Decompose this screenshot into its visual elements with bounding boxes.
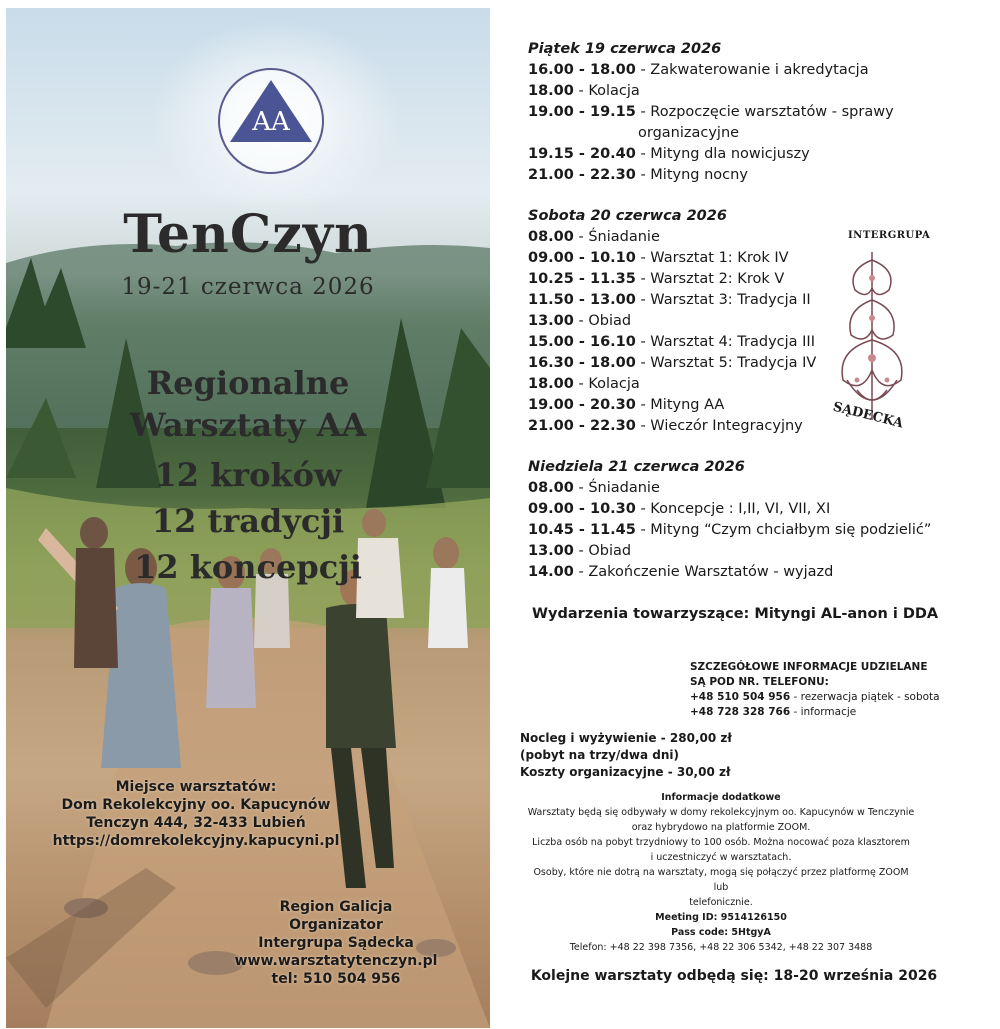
schedule-activity: Mityng dla nowicjuszy <box>650 146 810 162</box>
contact-info <box>690 660 940 720</box>
organizer-name: Intergrupa Sądecka <box>258 935 414 951</box>
organizer-url[interactable]: www.warsztatytenczyn.pl <box>234 953 438 969</box>
time-separator: - <box>635 250 651 266</box>
time-separator: - <box>573 229 589 245</box>
poster-line-4: 12 tradycji <box>151 502 345 540</box>
time-separator: - <box>573 480 589 496</box>
poster-panel <box>6 8 490 1028</box>
schedule-row <box>528 104 894 120</box>
poster-line-2: Warsztaty AA <box>129 406 367 444</box>
schedule-row <box>528 146 810 162</box>
zoom-meeting-id: Meeting ID: 9514126150 <box>655 912 787 923</box>
organizer-info <box>216 898 456 988</box>
poster-line-5: 12 koncepcji <box>134 548 362 586</box>
saturday-title: Sobota 20 czerwca 2026 <box>528 208 727 224</box>
friday-title: Piątek 19 czerwca 2026 <box>528 41 722 57</box>
time-separator: - <box>635 104 651 120</box>
schedule-activity: Mityng nocny <box>650 167 748 183</box>
schedule-activity: Kolacja <box>588 83 640 99</box>
schedule-row <box>528 167 748 183</box>
schedule-activity: Mityng “Czym chciałbym się podzielić” <box>650 522 932 538</box>
schedule-time: 19.00 - 20.30 <box>528 397 636 413</box>
schedule-activity: Obiad <box>588 543 632 559</box>
schedule-activity: Warsztat 4: Tradycja III <box>650 334 815 350</box>
schedule-row <box>528 271 784 287</box>
schedule-time: 21.00 - 22.30 <box>528 167 636 183</box>
time-separator: - <box>635 146 651 162</box>
time-separator: - <box>573 564 589 580</box>
phone-2-note: - informacje <box>793 706 857 718</box>
schedule-time: 09.00 - 10.30 <box>528 501 636 517</box>
schedule-time: 16.00 - 18.00 <box>528 62 636 78</box>
schedule-activity: Śniadanie <box>588 229 660 245</box>
venue-info <box>46 778 346 850</box>
venue-name: Dom Rekolekcyjny oo. Kapucynów <box>61 797 331 813</box>
organizer-label: Organizator <box>289 917 383 933</box>
schedule-row <box>528 334 815 350</box>
phone-2[interactable]: +48 728 328 766 <box>690 706 791 718</box>
schedule-activity: Warsztat 5: Tradycja IV <box>650 355 817 371</box>
schedule-time: 19.00 - 19.15 <box>528 104 636 120</box>
contact-heading-2: SĄ POD NR. TELEFONU: <box>690 676 829 688</box>
schedule-activity: Zakwaterowanie i akredytacja <box>650 62 869 78</box>
organizer-phone: tel: 510 504 956 <box>271 971 401 987</box>
schedule-time: 13.00 <box>528 313 574 329</box>
contact-phone-row-1 <box>690 690 940 705</box>
poster-title: TenCzyn <box>123 204 373 265</box>
venue-label: Miejsce warsztatów: <box>115 779 277 795</box>
time-separator: - <box>635 355 651 371</box>
schedule-row <box>528 83 640 99</box>
sunday-title: Niedziela 21 czerwca 2026 <box>528 459 745 475</box>
side-events: Wydarzenia towarzyszące: Mityngi AL-anon i DDA <box>532 606 939 622</box>
prices <box>520 730 732 781</box>
time-separator: - <box>573 83 589 99</box>
info-line-2: oraz hybrydowo na platformie ZOOM. <box>631 822 811 833</box>
phone-1[interactable]: +48 510 504 956 <box>690 691 791 703</box>
schedule-time: 18.00 <box>528 376 574 392</box>
intergrupa-label: INTERGRUPA <box>848 230 931 241</box>
schedule-time: 09.00 - 10.10 <box>528 250 636 266</box>
info-phones: Telefon: +48 22 398 7356, +48 22 306 5342, +48 22 307 3488 <box>569 942 873 953</box>
price-organization: Koszty organizacyjne - 30,00 zł <box>520 765 731 779</box>
schedule-activity: Obiad <box>588 313 632 329</box>
schedule-time: 14.00 <box>528 564 574 580</box>
time-separator: - <box>635 397 651 413</box>
venue-url[interactable]: https://domrekolekcyjny.kapucyni.pl <box>52 833 340 849</box>
schedule-activity: Warsztat 3: Tradycja II <box>650 292 811 308</box>
schedule-panel <box>492 8 976 1028</box>
info-line-1: Warsztaty będą się odbywały w domy rekolekcyjnym oo. Kapucynów w Tenczynie <box>527 807 915 818</box>
schedule-activity: Warsztat 2: Krok V <box>650 271 785 287</box>
time-separator: - <box>635 418 651 434</box>
time-separator: - <box>635 271 651 287</box>
schedule-row <box>528 250 789 266</box>
schedule-row <box>528 355 816 371</box>
time-separator: - <box>635 167 651 183</box>
schedule-time: 13.00 <box>528 543 574 559</box>
schedule-activity: organizacyjne <box>638 125 740 141</box>
schedule-activity: Warsztat 1: Krok IV <box>650 250 789 266</box>
schedule-time: 19.15 - 20.40 <box>528 146 636 162</box>
zoom-pass-code: Pass code: 5HtgyA <box>671 927 771 938</box>
schedule-activity: Śniadanie <box>588 480 660 496</box>
poster-line-1: Regionalne <box>146 364 350 402</box>
sadecka-label: SĄDECKA <box>831 399 905 432</box>
schedule-row <box>528 62 869 78</box>
time-separator: - <box>635 334 651 350</box>
time-separator: - <box>635 62 651 78</box>
info-line-3: Liczba osób na pobyt trzydniowy to 100 osób. Można nocować poza klasztorem <box>532 837 910 848</box>
poster-line-3: 12 kroków <box>154 456 342 494</box>
schedule-time: 21.00 - 22.30 <box>528 418 636 434</box>
price-stay-note: (pobyt na trzy/dwa dni) <box>520 748 679 762</box>
schedule-row <box>528 418 803 434</box>
time-separator: - <box>573 543 589 559</box>
schedule-time: 16.30 - 18.00 <box>528 355 636 371</box>
schedule-activity: Rozpoczęcie warsztatów - sprawy <box>650 104 894 120</box>
additional-info-heading: Informacje dodatkowe <box>661 792 781 803</box>
logo-letters: AA <box>252 107 290 137</box>
time-separator: - <box>573 376 589 392</box>
schedule-time: 15.00 - 16.10 <box>528 334 636 350</box>
time-separator: - <box>635 292 651 308</box>
schedule-row <box>528 397 724 413</box>
schedule-row <box>528 376 640 392</box>
schedule-time: 18.00 <box>528 83 574 99</box>
poster-dates: 19-21 czerwca 2026 <box>121 274 375 300</box>
info-line-4: i uczestniczyć w warsztatach. <box>650 852 792 863</box>
info-line-6: telefonicznie. <box>689 897 753 908</box>
price-accommodation: Nocleg i wyżywienie - 280,00 zł <box>520 731 732 745</box>
schedule-row <box>528 522 931 538</box>
schedule-time: 10.25 - 11.35 <box>528 271 636 287</box>
schedule-row <box>528 292 811 308</box>
schedule-activity: Wieczór Integracyjny <box>650 418 803 434</box>
additional-info <box>526 790 916 955</box>
schedule-time: 08.00 <box>528 229 574 245</box>
schedule-row <box>528 501 830 517</box>
next-workshops: Kolejne warsztaty odbędą się: 18-20 września 2026 <box>530 968 938 984</box>
region-name: Region Galicja <box>279 899 393 915</box>
schedule-row <box>528 564 833 580</box>
schedule-time: 11.50 - 13.00 <box>528 292 636 308</box>
contact-heading-1: SZCZEGÓŁOWE INFORMACJE UDZIELANE <box>690 661 928 673</box>
schedule-activity: Mityng AA <box>650 397 725 413</box>
schedule-activity: Kolacja <box>588 376 640 392</box>
schedule-row <box>528 229 660 245</box>
contact-phone-row-2 <box>690 705 940 720</box>
time-separator: - <box>635 501 651 517</box>
schedule-activity: Zakończenie Warsztatów - wyjazd <box>588 564 834 580</box>
schedule-activity: Koncepcje : I,II, VI, VII, XI <box>650 501 831 517</box>
schedule-row <box>528 543 631 559</box>
schedule-row <box>528 480 660 496</box>
schedule-time: 10.45 - 11.45 <box>528 522 636 538</box>
schedule-row <box>638 125 739 141</box>
info-line-5: Osoby, które nie dotrą na warsztaty, mogą się połączyć przez platformę ZOOM lub <box>533 867 909 893</box>
schedule-time: 08.00 <box>528 480 574 496</box>
phone-1-note: - rezerwacja piątek - sobota <box>793 691 940 703</box>
time-separator: - <box>573 313 589 329</box>
venue-address: Tenczyn 444, 32-433 Lubień <box>86 815 306 831</box>
time-separator: - <box>635 522 651 538</box>
schedule-row <box>528 313 631 329</box>
aa-logo <box>216 66 326 176</box>
